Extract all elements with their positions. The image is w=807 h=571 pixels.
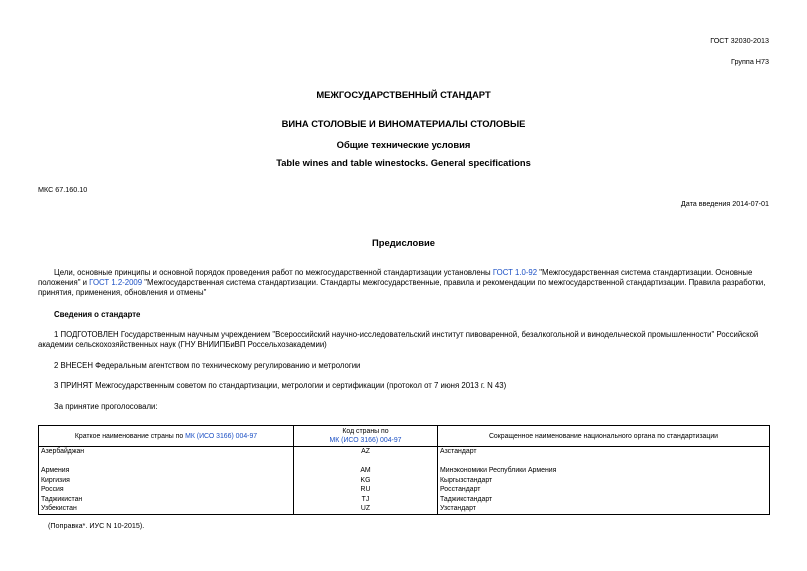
document-number: ГОСТ 32030-2013 xyxy=(710,36,769,45)
country-cell: Азербайджан xyxy=(39,447,294,457)
group-code: Группа Н73 xyxy=(731,57,769,66)
foreword-text-b: "Межгосударственная система стандартизации. Основные положения" и xyxy=(38,268,753,287)
code-cell: AZ xyxy=(294,447,438,457)
item-introduced: 2 ВНЕСЕН Федеральным агентством по техническому регулированию и метрологии xyxy=(54,361,361,370)
voted-label: За принятие проголосовали: xyxy=(54,402,158,411)
code-cell: RU xyxy=(294,485,438,495)
mk-iso-3166-code-link[interactable]: МК (ИСО 3166) 004-97 xyxy=(329,437,402,444)
table-row xyxy=(39,447,770,457)
table-row xyxy=(39,476,770,486)
gost-1-2-2009-link[interactable]: ГОСТ 1.2-2009 xyxy=(89,278,143,287)
info-heading: Сведения о стандарте xyxy=(54,310,141,319)
code-cell: KG xyxy=(294,476,438,486)
introduction-date: Дата введения 2014-07-01 xyxy=(680,199,769,208)
table-header-row xyxy=(39,426,770,447)
foreword-text-a: Цели, основные принципы и основной порядок проведения работ по межгосударственной стандартизации установлены xyxy=(54,268,493,277)
standard-name-title: ВИНА СТОЛОВЫЕ И ВИНОМАТЕРИАЛЫ СТОЛОВЫЕ xyxy=(281,118,526,129)
country-cell: Узбекистан xyxy=(39,504,294,514)
code-cell xyxy=(294,457,438,467)
code-cell: UZ xyxy=(294,504,438,514)
voting-countries-table xyxy=(38,425,770,515)
body-cell: Кыргызстандарт xyxy=(438,476,770,486)
body-cell xyxy=(438,457,770,467)
mks-code: МКС 67.160.10 xyxy=(38,185,88,194)
foreword-paragraph xyxy=(38,268,769,298)
english-title: Table wines and table winestocks. General specifications xyxy=(276,157,531,168)
table-row xyxy=(39,495,770,505)
table-row xyxy=(39,457,770,467)
code-cell: AM xyxy=(294,466,438,476)
amendment-note: (Поправка*. ИУС N 10-2015). xyxy=(48,521,145,530)
body-cell: Азстандарт xyxy=(438,447,770,457)
standard-type-title: МЕЖГОСУДАРСТВЕННЫЙ СТАНДАРТ xyxy=(316,89,491,100)
column-header-body: Сокращенное наименование национального органа по стандартизации xyxy=(438,426,770,447)
table-row xyxy=(39,504,770,514)
mk-iso-3166-link[interactable]: МК (ИСО 3166) 004-97 xyxy=(185,432,258,440)
country-cell: Армения xyxy=(39,466,294,476)
country-cell: Таджикистан xyxy=(39,495,294,505)
body-cell: Узстандарт xyxy=(438,504,770,514)
table-row xyxy=(39,466,770,476)
country-cell: Россия xyxy=(39,485,294,495)
foreword-text-c: "Межгосударственная система стандартизации. Стандарты межгосударственные, правила и рекомендации по межгосударственной стандартизации. Правила разработки, принятия, применения, обновления и отмены" xyxy=(38,278,766,297)
standard-subtitle: Общие технические условия xyxy=(336,139,471,150)
item-adopted: 3 ПРИНЯТ Межгосударственным советом по стандартизации, метрологии и сертификации (протокол от 7 июня 2013 г. N 43) xyxy=(54,381,507,390)
column-header-code: Код страны по МК (ИСО 3166) 004-97 xyxy=(294,426,438,447)
body-cell: Таджикстандарт xyxy=(438,495,770,505)
item-prepared: 1 ПОДГОТОВЛЕН Государственным научным учреждением "Всероссийский научно-исследовательский институт пивоваренной, безалкогольной и винодельческой промышленности" Российской академии сельскохозяйственных наук (ГНУ ВНИИПБиВП Россельхозакадемии) xyxy=(38,330,759,349)
country-cell xyxy=(39,457,294,467)
country-cell: Киргизия xyxy=(39,476,294,486)
column-header-country: Краткое наименование страны по МК (ИСО 3166) 004-97 xyxy=(39,426,294,447)
foreword-heading: Предисловие xyxy=(372,237,435,248)
code-cell: TJ xyxy=(294,495,438,505)
body-cell: Минэкономики Республики Армения xyxy=(438,466,770,476)
gost-1-0-92-link[interactable]: ГОСТ 1.0-92 xyxy=(492,268,538,277)
table-row xyxy=(39,485,770,495)
body-cell: Росстандарт xyxy=(438,485,770,495)
